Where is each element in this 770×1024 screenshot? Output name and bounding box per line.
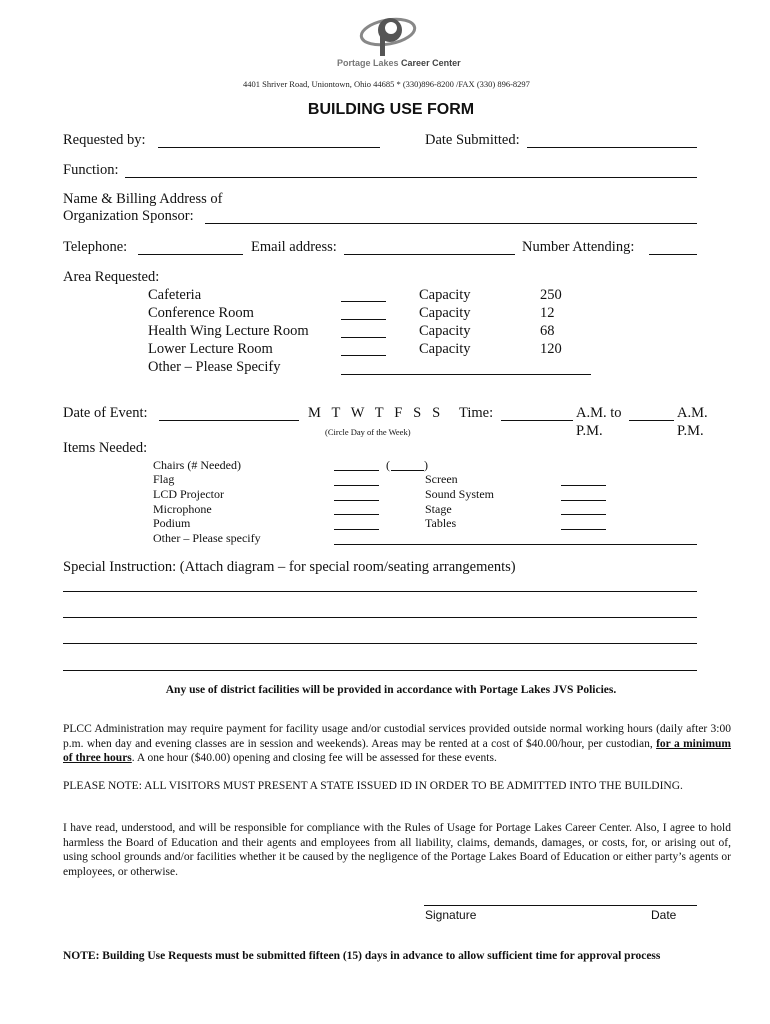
item-label: Microphone xyxy=(153,502,212,516)
capacity-value: 120 xyxy=(540,341,562,357)
id-notice-paragraph: PLEASE NOTE: ALL VISITORS MUST PRESENT A STATE ISSUED ID IN ORDER TO BE ADMITTED INTO THE BUILDING. xyxy=(63,780,683,792)
chairs-count-field[interactable] xyxy=(391,470,424,471)
room-name: Lower Lecture Room xyxy=(148,341,273,357)
payment-paragraph: PLCC Administration may require payment for facility usage and/or custodial services provided outside normal working hours (daily after 3:00 p.m. when day and evening classes are in session and weekends). Areas may be rented at a cost of $40.00/hour, per custodian, for a minimum of three hours. A one hour ($40.00) opening and closing fee will be assessed for these events. xyxy=(63,723,731,764)
other-room-field[interactable] xyxy=(341,374,591,375)
item-label: Chairs (# Needed) xyxy=(153,458,241,472)
capacity-label: Capacity xyxy=(419,323,471,339)
lcd-projector-field[interactable] xyxy=(334,500,379,501)
liability-paragraph: I have read, understood, and will be responsible for compliance with the Rules of Usage for Portage Lakes Career Center. Also, I agree to hold harmless the Board of Education and their agents and employees from all liability, claims, demands, damages, or costs, for, or arising out of, using school grounds and/or facilities whether it be caused by the negligence of the Portage Lakes Board of Education or either party’s agents or employees, or otherwise. xyxy=(63,822,731,878)
date-of-event-label: Date of Event: xyxy=(63,405,148,421)
organization-sponsor-field[interactable] xyxy=(205,223,697,224)
item-label: LCD Projector xyxy=(153,487,224,501)
item-label: Sound System xyxy=(425,487,495,501)
organization-sponsor-label: Organization Sponsor: xyxy=(63,208,194,224)
screen-field[interactable] xyxy=(561,485,606,486)
room-name: Conference Room xyxy=(148,305,254,321)
item-label: Podium xyxy=(153,516,191,530)
form-title: BUILDING USE FORM xyxy=(307,101,475,118)
requested-by-field[interactable] xyxy=(158,147,380,148)
room-checkbox-line[interactable] xyxy=(341,301,386,302)
room-name: Health Wing Lecture Room xyxy=(148,323,309,339)
item-label: Stage xyxy=(425,502,452,516)
signature-label: Signature xyxy=(425,908,477,922)
address-line: 4401 Shriver Road, Uniontown, Ohio 44685 * (330)896-8200 /FAX (330) 896-8297 xyxy=(243,79,530,89)
capacity-label: Capacity xyxy=(419,287,471,303)
email-field[interactable] xyxy=(344,254,515,255)
circle-day-note: (Circle Day of the Week) xyxy=(325,427,411,437)
item-label: Tables xyxy=(425,516,457,530)
room-name: Cafeteria xyxy=(148,287,202,303)
other-item-field[interactable] xyxy=(334,544,697,545)
time-label: Time: xyxy=(459,405,494,421)
special-instruction-line-2[interactable] xyxy=(63,617,697,618)
end-pm-label[interactable]: P.M. xyxy=(677,423,704,439)
area-requested-label: Area Requested: xyxy=(63,269,160,285)
policy-statement: Any use of district facilities will be provided in accordance with Portage Lakes JVS Policies. xyxy=(165,684,617,696)
start-time-field[interactable] xyxy=(501,420,573,421)
date-of-event-field[interactable] xyxy=(159,420,299,421)
room-checkbox-line[interactable] xyxy=(341,355,386,356)
minimum-hours-emphasis: for a minimum of three hours xyxy=(63,737,731,764)
room-checkbox-line[interactable] xyxy=(341,319,386,320)
special-instruction-line-4[interactable] xyxy=(63,670,697,671)
end-am-label[interactable]: A.M. xyxy=(677,405,708,421)
telephone-field[interactable] xyxy=(138,254,243,255)
podium-field[interactable] xyxy=(334,529,379,530)
email-label: Email address: xyxy=(251,239,337,255)
start-pm-label[interactable]: P.M. xyxy=(576,423,603,439)
chairs-count-close-paren: ) xyxy=(424,458,428,472)
tables-field[interactable] xyxy=(561,529,606,530)
end-time-field[interactable] xyxy=(629,420,674,421)
number-attending-label: Number Attending: xyxy=(522,239,635,255)
capacity-value: 68 xyxy=(540,323,555,339)
name-billing-label: Name & Billing Address of xyxy=(63,191,223,207)
requested-by-label: Requested by: xyxy=(63,132,146,148)
function-label: Function: xyxy=(63,162,119,178)
special-instruction-line-3[interactable] xyxy=(63,643,697,644)
sound-system-field[interactable] xyxy=(561,500,606,501)
item-label: Other – Please specify xyxy=(153,531,261,545)
number-attending-field[interactable] xyxy=(649,254,697,255)
date-label: Date xyxy=(651,908,677,922)
capacity-label: Capacity xyxy=(419,341,471,357)
flag-field[interactable] xyxy=(334,485,379,486)
chairs-count-open-paren: ( xyxy=(386,458,390,472)
other-room-label: Other – Please Specify xyxy=(148,359,281,375)
function-field[interactable] xyxy=(125,177,697,178)
days-of-week[interactable]: M T W T F S S xyxy=(308,405,441,421)
items-needed-label: Items Needed: xyxy=(63,440,148,456)
capacity-value: 250 xyxy=(540,287,562,303)
date-submitted-field[interactable] xyxy=(527,147,697,148)
telephone-label: Telephone: xyxy=(63,239,128,255)
special-instruction-line-1[interactable] xyxy=(63,591,697,592)
logo-wordmark: Portage Lakes Career Center xyxy=(337,58,461,68)
special-instruction-label: Special Instruction: (Attach diagram – for special room/seating arrangements) xyxy=(63,559,516,575)
capacity-value: 12 xyxy=(540,305,555,321)
signature-field[interactable] xyxy=(424,905,697,906)
am-to-label[interactable]: A.M. to xyxy=(576,405,622,421)
career-center-logo xyxy=(358,10,420,58)
date-submitted-label: Date Submitted: xyxy=(425,132,520,148)
item-label: Flag xyxy=(153,472,175,486)
submission-note: NOTE: Building Use Requests must be submitted fifteen (15) days in advance to allow sufficient time for approval process xyxy=(63,950,661,962)
chairs-field[interactable] xyxy=(334,470,379,471)
microphone-field[interactable] xyxy=(334,514,379,515)
capacity-label: Capacity xyxy=(419,305,471,321)
room-checkbox-line[interactable] xyxy=(341,337,386,338)
item-label: Screen xyxy=(425,472,458,486)
stage-field[interactable] xyxy=(561,514,606,515)
